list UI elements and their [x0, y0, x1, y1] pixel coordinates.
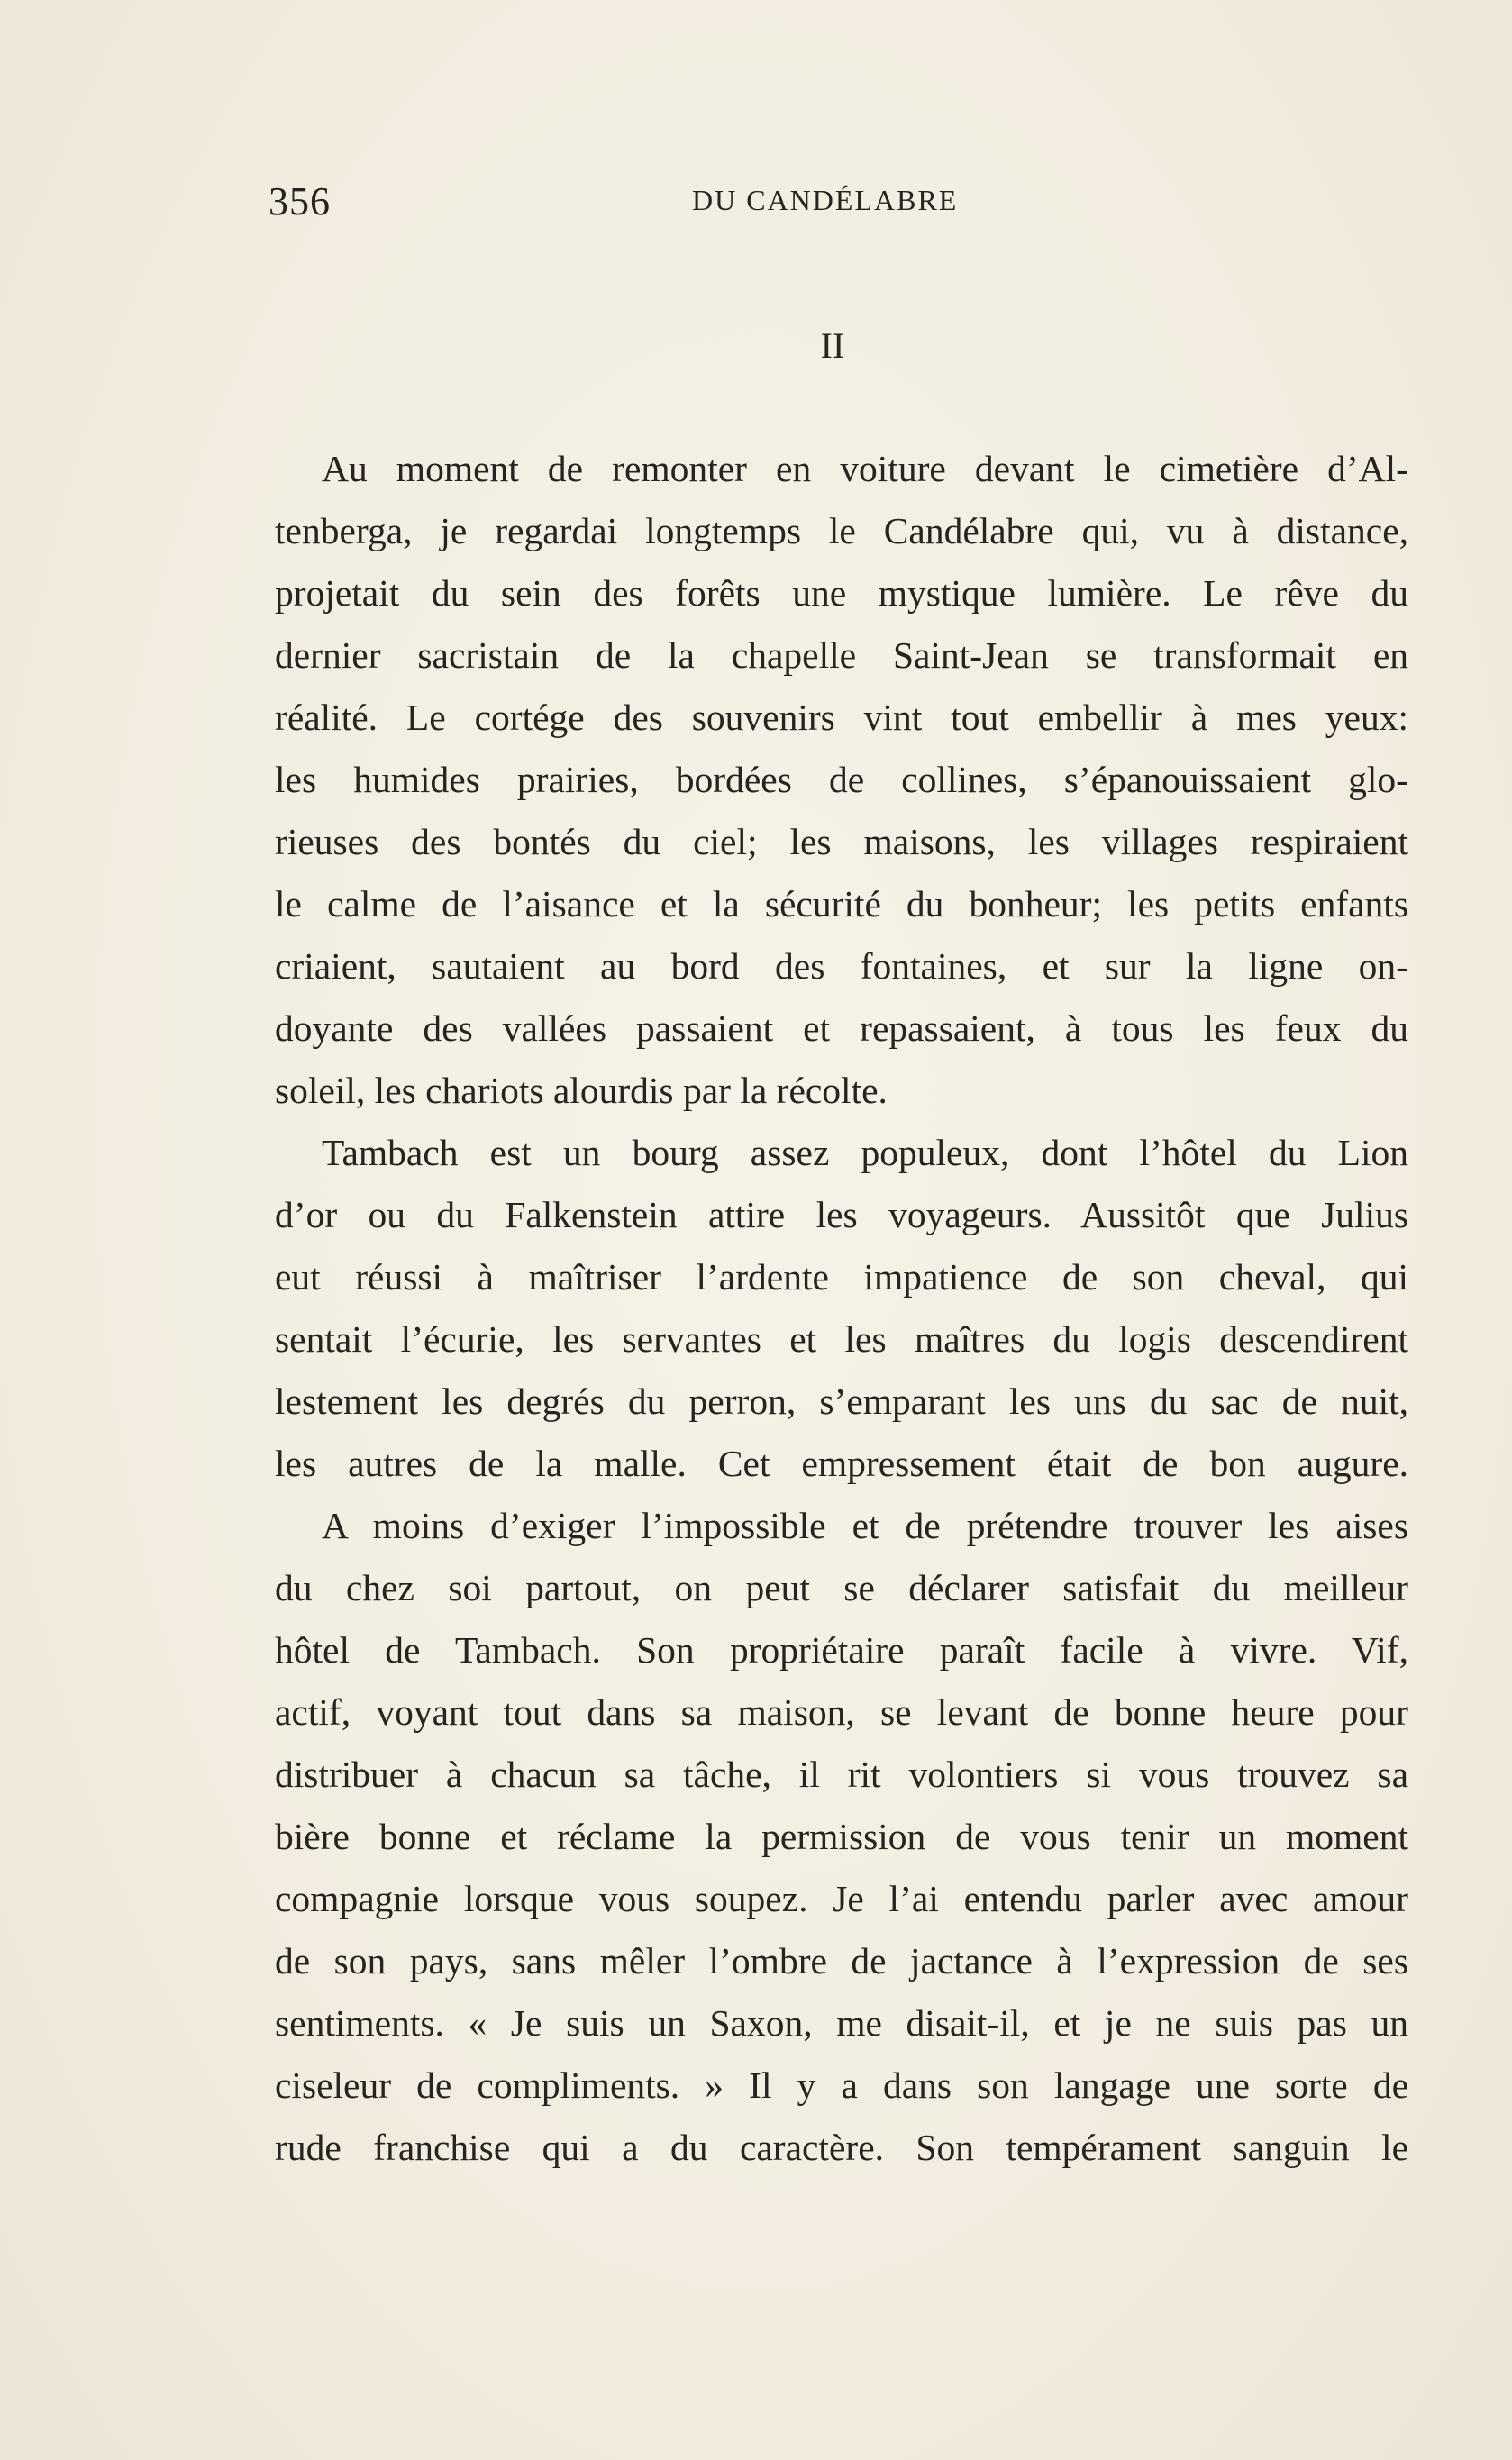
text-line: le calme de l’aisance et la sécurité du bonheur; les petits enfants: [275, 883, 1408, 925]
text-line: lestement les degrés du perron, s’emparant les uns du sac de nuit,: [275, 1380, 1408, 1422]
text-line: doyante des vallées passaient et repassaient, à tous les feux du: [275, 1007, 1408, 1049]
text-line: de son pays, sans mêler l’ombre de jactance à l’expression de ses: [275, 1940, 1408, 1982]
text-line: compagnie lorsque vous soupez. Je l’ai entendu parler avec amour: [275, 1878, 1408, 1919]
text-line: hôtel de Tambach. Son propriétaire paraît facile à vivre. Vif,: [275, 1629, 1408, 1671]
text-line: tenberga, je regardai longtemps le Candélabre qui, vu à distance,: [275, 510, 1408, 551]
text-line: Au moment de remonter en voiture devant le cimetière d’Al-: [322, 448, 1408, 489]
text-line: d’or ou du Falkenstein attire les voyageurs. Aussitôt que Julius: [275, 1194, 1408, 1235]
text-line: projetait du sein des forêts une mystique lumière. Le rêve du: [275, 572, 1408, 614]
page-header: [269, 178, 1397, 223]
text-line: rieuses des bontés du ciel; les maisons, les villages respiraient: [275, 821, 1408, 862]
text-line: réalité. Le cortége des souvenirs vint tout embellir à mes yeux:: [275, 697, 1408, 738]
text-line: eut réussi à maîtriser l’ardente impatience de son cheval, qui: [275, 1256, 1408, 1298]
text-line: dernier sacristain de la chapelle Saint-Jean se transformait en: [275, 634, 1408, 676]
text-line: ciseleur de compliments. » Il y a dans son langage une sorte de: [275, 2064, 1408, 2106]
text-line: bière bonne et réclame la permission de vous tenir un moment: [275, 1816, 1408, 1857]
page-number: 356: [269, 179, 331, 223]
text-line: sentait l’écurie, les servantes et les maîtres du logis descendirent: [275, 1318, 1408, 1360]
text-line: criaient, sautaient au bord des fontaines, et sur la ligne on-: [275, 945, 1408, 987]
text-line: sentiments. « Je suis un Saxon, me disait-il, et je ne suis pas un: [275, 2002, 1408, 2044]
text-line: Tambach est un bourg assez populeux, dont l’hôtel du Lion: [322, 1132, 1408, 1173]
text-line: actif, voyant tout dans sa maison, se levant de bonne heure pour: [275, 1691, 1408, 1733]
text-line: les humides prairies, bordées de collines, s’épanouissaient glo-: [275, 759, 1408, 800]
running-title: DU CANDÉLABRE: [692, 184, 959, 216]
text-line: les autres de la malle. Cet empressement était de bon augure.: [275, 1443, 1408, 1484]
text-line: soleil, les chariots alourdis par la récolte.: [275, 1070, 888, 1111]
section-heading: II: [820, 325, 845, 366]
text-line: A moins d’exiger l’impossible et de prétendre trouver les aises: [322, 1505, 1408, 1546]
text-line: du chez soi partout, on peut se déclarer satisfait du meilleur: [275, 1567, 1408, 1608]
text-line: rude franchise qui a du caractère. Son tempérament sanguin le: [275, 2127, 1408, 2168]
text-line: distribuer à chacun sa tâche, il rit volontiers si vous trouvez sa: [275, 1754, 1408, 1795]
body-text: [275, 438, 1408, 2179]
